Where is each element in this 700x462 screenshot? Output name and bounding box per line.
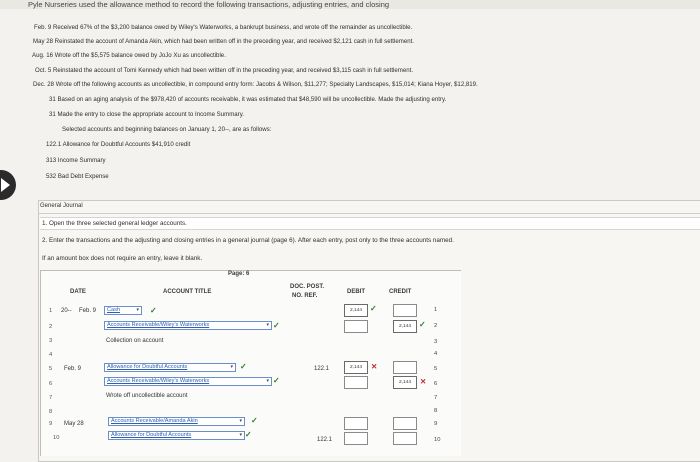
column-debit: DEBIT — [347, 289, 365, 295]
debit-input[interactable] — [344, 320, 368, 333]
x-mark-icon: ✕ — [371, 362, 378, 371]
row-number: 5 — [49, 366, 53, 372]
play-arrow-icon — [1, 178, 10, 192]
account-select-value: Accounts Receivable/Wiley's Waterworks — [107, 378, 210, 384]
row-number-right: 8 — [434, 408, 438, 414]
account-select-value: Cash — [107, 307, 121, 313]
column-no-ref: NO. REF. — [292, 293, 318, 299]
row-number-right: 2 — [434, 323, 438, 329]
debit-input[interactable]: 2,144 — [344, 361, 368, 374]
entry-explanation: Collection on account — [106, 338, 164, 344]
row-number-right: 6 — [434, 381, 438, 387]
problem-header: Pyle Nurseries used the allowance method to record the following transactions, adjusting entries, and closing — [0, 0, 700, 9]
debit-input[interactable]: 2,144 — [344, 304, 368, 317]
account-select[interactable] — [104, 377, 272, 386]
account-select[interactable] — [108, 417, 245, 426]
debit-input[interactable] — [344, 432, 368, 445]
previous-nav-button[interactable] — [0, 170, 16, 200]
post-ref: 122.1 — [314, 366, 330, 372]
row-number: 6 — [49, 381, 53, 387]
column-doc-post: DOC. POST. — [290, 284, 325, 290]
row-number-right: 1 — [434, 307, 438, 313]
x-mark-icon: ✕ — [420, 377, 427, 386]
credit-input[interactable]: 2,144 — [393, 320, 417, 333]
row-number: 3 — [49, 338, 53, 344]
row-number: 10 — [53, 435, 60, 441]
page-number: Page: 6 — [228, 271, 250, 277]
credit-input[interactable] — [393, 361, 417, 374]
credit-input[interactable]: 2,144 — [393, 376, 417, 389]
problem-line: 31 Based on an aging analysis of the $978,420 of accounts receivable, it was estimated that $48,590 will be uncollectible. Made the adjusting entry. — [49, 96, 447, 103]
row-number: 2 — [49, 324, 53, 330]
check-icon: ✓ — [370, 304, 377, 313]
account-select-value: Accounts Receivable/Wiley's Waterworks — [107, 322, 210, 328]
tab-general-journal[interactable]: General Journal — [40, 203, 83, 209]
problem-line: May 28 Reinstated the account of Amanda Akin, which had been written off in the preceding year, and received $2,121 cash in full settlement. — [33, 38, 414, 45]
problem-line: Aug. 16 Wrote off the $5,575 balance owed by JoJo Xu as uncollectible. — [32, 52, 226, 59]
row-number: 9 — [49, 421, 53, 427]
row-number: 4 — [49, 352, 53, 358]
chevron-down-icon: ▾ — [136, 307, 139, 313]
account-select-value: Allowance for Doubtful Accounts — [107, 364, 188, 370]
row-number-right: 3 — [434, 339, 438, 345]
account-line: 313 Income Summary — [46, 157, 106, 164]
row-number: 7 — [49, 395, 53, 401]
check-icon: ✓ — [245, 430, 252, 439]
account-select-value: Allowance for Doubtful Accounts — [111, 432, 192, 438]
account-select-value: Accounts Receivable/Amanda Akin — [111, 418, 198, 424]
credit-input[interactable] — [393, 304, 417, 317]
check-icon: ✓ — [273, 376, 280, 385]
entry-date: Feb. 9 — [79, 308, 97, 314]
post-ref: 122.1 — [317, 437, 333, 443]
row-number: 8 — [49, 409, 53, 415]
problem-line: Dec. 28 Wrote off the following accounts as uncollectible, in compound entry form: Jacobs & Wilson, $11,277; Specialty Landscapes, $15,014; Kiana Hoyer, $12,819. — [33, 81, 478, 88]
row-number: 1 — [49, 308, 53, 314]
entry-explanation: Wrote off uncollectible account — [106, 393, 188, 399]
row-number-right: 10 — [434, 437, 441, 443]
instruction-note: If an amount box does not require an entry, leave it blank. — [42, 255, 203, 262]
row-number-right: 7 — [434, 395, 438, 401]
problem-line: Feb. 9 Received 67% of the $3,200 balance owed by Wiley's Waterworks, a bankrupt business, and wrote off the remainder as uncollectible. — [34, 24, 413, 31]
instruction-step-1: 1. Open the three selected general ledger accounts. — [42, 220, 187, 227]
column-account-title: ACCOUNT TITLE — [163, 289, 212, 295]
account-select[interactable] — [108, 431, 245, 440]
problem-line: Oct. 5 Reinstated the account of Tomi Kennedy which had been written off in the preceding year, and received $3,115 cash in full settlement. — [35, 67, 414, 74]
divider — [38, 213, 700, 214]
chevron-down-icon: ▾ — [266, 322, 269, 328]
account-select[interactable] — [104, 363, 236, 372]
account-line: 122.1 Allowance for Doubtful Accounts $41,910 credit — [46, 141, 191, 148]
check-icon: ✓ — [251, 416, 258, 425]
chevron-down-icon: ▾ — [230, 364, 233, 370]
chevron-down-icon: ▾ — [239, 432, 242, 438]
problem-line: 31 Made the entry to close the appropriate account to Income Summary. — [49, 111, 244, 118]
chevron-down-icon: ▾ — [239, 418, 242, 424]
credit-input[interactable] — [393, 417, 417, 430]
entry-date: Feb. 9 — [64, 366, 82, 372]
account-select[interactable] — [104, 321, 272, 330]
debit-input[interactable] — [344, 376, 368, 389]
debit-input[interactable] — [344, 417, 368, 430]
chevron-down-icon: ▾ — [266, 378, 269, 384]
check-icon: ✓ — [419, 320, 426, 329]
credit-input[interactable] — [393, 432, 417, 445]
column-date: DATE — [70, 289, 86, 295]
row-number-right: 4 — [434, 351, 438, 357]
instruction-step-2: 2. Enter the transactions and the adjusting and closing entries in a general journal (page 6). After each entry, post only to the three accounts named. — [42, 237, 454, 244]
check-icon: ✓ — [240, 362, 247, 371]
check-icon: ✓ — [150, 306, 157, 315]
row-number-right: 9 — [434, 421, 438, 427]
problem-line: Selected accounts and beginning balances on January 1, 20--, are as follows: — [62, 126, 272, 133]
row-number-right: 5 — [434, 366, 438, 372]
account-line: 532 Bad Debt Expense — [46, 173, 109, 180]
account-select[interactable] — [104, 306, 142, 315]
check-icon: ✓ — [273, 321, 280, 330]
column-credit: CREDIT — [389, 289, 412, 295]
entry-date: May 28 — [64, 421, 84, 427]
entry-year: 20-- — [61, 308, 72, 314]
